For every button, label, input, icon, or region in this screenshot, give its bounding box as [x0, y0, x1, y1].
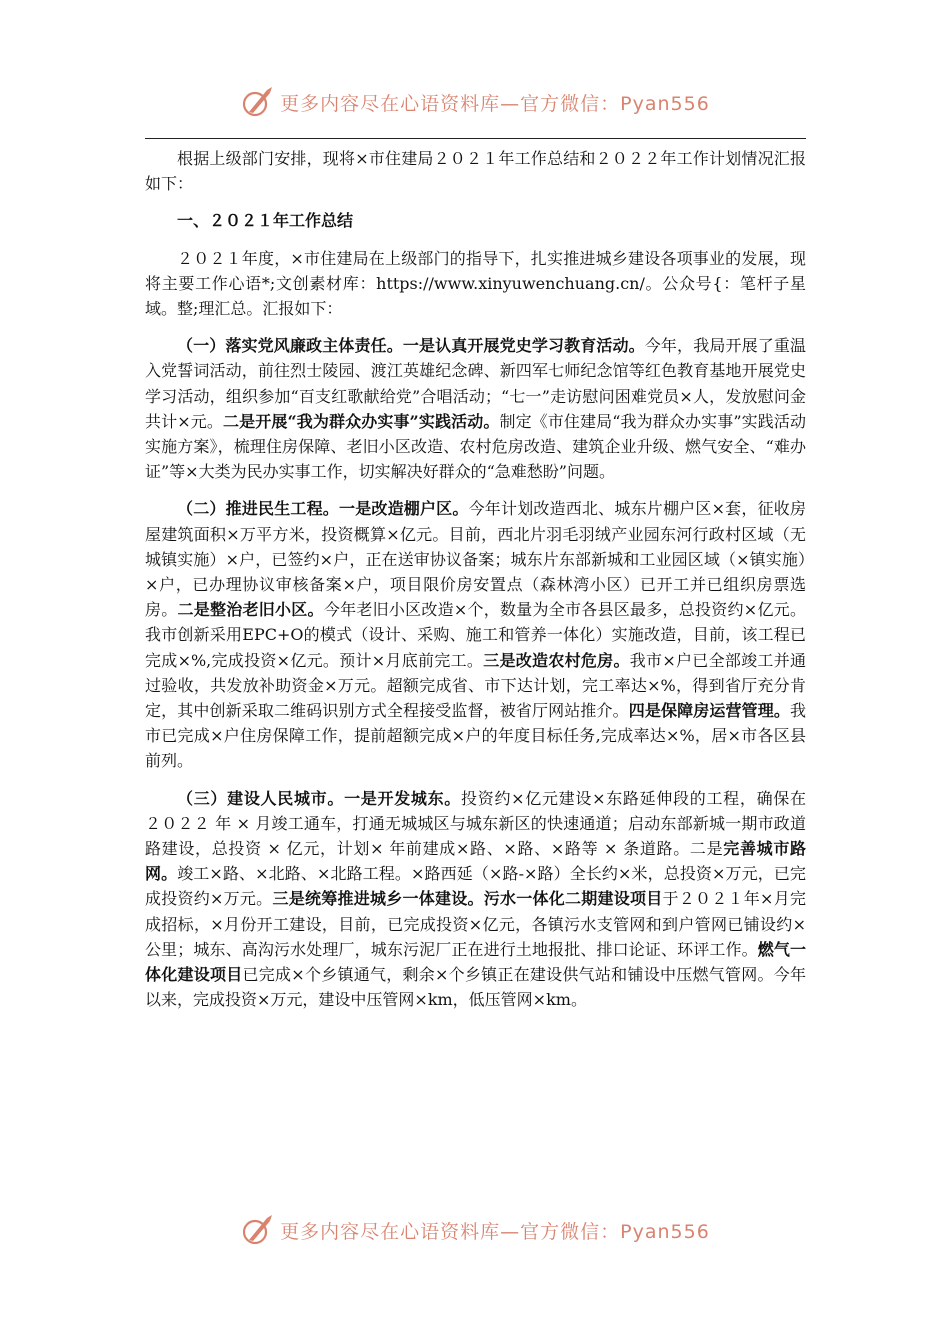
- header-banner: [0, 82, 950, 122]
- quill-pen-icon: [240, 85, 274, 119]
- bold-lead: 三是改造农村危房。: [483, 650, 630, 670]
- bold-lead: （一）落实党风廉政主体责任。一是认真开展党史学习教育活动。: [177, 336, 645, 356]
- bold-lead: 二是开展“我为群众办实事”实践活动。: [222, 411, 500, 431]
- footer-banner: [0, 1210, 950, 1250]
- paragraph-livelihood: [145, 496, 806, 773]
- text-run: 我市已完成×户住房保障工作，提前超额完成×户的年度目标任务,完成率达×%，居×市各区县前列。: [145, 701, 806, 771]
- bold-lead: 燃气一体化建设项目: [145, 939, 806, 985]
- text-run: 今年老旧小区改造×个，数量为全市各县区最多，总投资约×亿元。我市创新采用EPC+O的模式（设计、采购、施工和管养一体化）实施改造，目前，该工程已完成×%,完成投资×亿元。预计×月底前完工。: [145, 600, 806, 670]
- bold-lead: 四是保障房运营管理。: [628, 701, 790, 721]
- banner-text: 更多内容尽在心语资料库—官方微信：Pyan556: [280, 1220, 710, 1243]
- text-run: 我市×户已全部竣工并通过验收，共发放补助资金×万元。超额完成省、市下达计划，完工率达×%，得到省厅充分肯定，其中创新采取二维码识别方式全程接受监督，被省厅网站推介。: [145, 650, 806, 721]
- text-run: 竣工×路、×北路、×北路工程。×路西延（×路-×路）全长约×米，总投资×万元，已完成投资约×万元。: [145, 864, 806, 909]
- text-run: 今年，我局开展了重温入党誓词活动，前往烈士陵园、渡江英雄纪念碑、新四军七师纪念馆等红色教育基地开展党史学习活动，组织参加“百支红歌献给党”合唱活动；“七一”走访慰问困难党员×人，发放慰问金共计×元。: [145, 336, 806, 431]
- banner-text: 更多内容尽在心语资料库—官方微信：Pyan556: [280, 92, 710, 115]
- text-run: 已完成×个乡镇通气，剩余×个乡镇正在建设供气站和铺设中压燃气管网。今年以来，完成投资×万元，建设中压管网×km，低压管网×km。: [145, 965, 806, 1010]
- bold-lead: 完善城市路网。: [145, 839, 806, 884]
- bold-lead: （二）推进民生工程。一是改造棚户区。: [177, 499, 469, 519]
- header-divider: [145, 138, 806, 139]
- text-run: 制定《市住建局“我为群众办实事”实践活动实施方案》，梳理住房保障、老旧小区改造、农村危房改造、建筑企业升级、燃气安全、“难办证”等×大类为民办实事工作，切实解决好群众的“急难愁盼”问题。: [145, 411, 806, 482]
- bold-lead: 三是统筹推进城乡一体建设。污水一体化二期建设项目: [272, 889, 663, 909]
- bold-lead: （三）建设人民城市。一是开发城东。: [177, 788, 462, 808]
- bold-lead: 二是整治老旧小区。: [177, 600, 324, 620]
- section-heading: 一、２０２１年工作总结: [177, 211, 354, 231]
- intro-paragraph: 根据上级部门安排，现将×市住建局２０２１年工作总结和２０２２年工作计划情况汇报如下：: [145, 149, 806, 194]
- text-run: 投资约×亿元建设×东路延伸段的工程，确保在 ２０２２ 年 × 月竣工通车，打通无城城区与城东新区的快速通道；启动东部新城一期市政道路建设，总投资 × 亿元，计划× 年前建成×路、×路、×路等 × 条道路。二是: [145, 788, 822, 859]
- paragraph-people-city: [145, 786, 822, 1013]
- paragraph-party-responsibility: [145, 333, 806, 484]
- overview-paragraph: ２０２１年度，×市住建局在上级部门的指导下，扎实推进城乡建设各项事业的发展，现将主要工作心语*;文创素材库：https://www.xinyuwenchuang.cn/。公众号{：笔杆子星域。整;理汇总。汇报如下：: [145, 248, 806, 319]
- text-run: 于２０２１年×月完成招标，×月份开工建设，目前，已完成投资×亿元，各镇污水支管网和到户管网已铺设约×公里；城东、高沟污水处理厂，城东污泥厂正在进行土地报批、排口论证、环评工作。: [145, 889, 806, 959]
- document-body: [145, 146, 822, 1013]
- quill-pen-icon: [240, 1213, 274, 1247]
- text-run: 今年计划改造西北、城东片棚户区×套，征收房屋建筑面积×万平方米，投资概算×亿元。目前，西北片羽毛羽绒产业园东河行政村区域（无城镇实施）×户，已签约×户，正在送审协议备案；城东片东部新城和工业园区域（×镇实施）×户，已办理协议审核备案×户，项目限价房安置点（森林湾小区）已开工并已组织房票选房。: [145, 499, 806, 620]
